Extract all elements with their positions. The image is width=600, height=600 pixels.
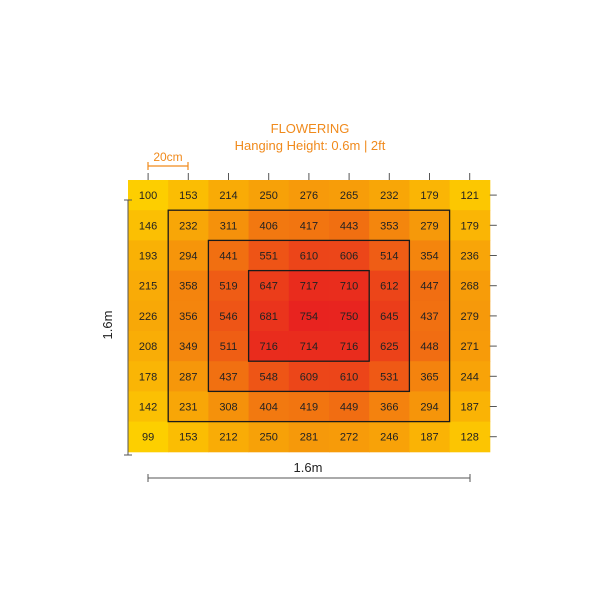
cell-value-label: 356 xyxy=(179,310,198,323)
cell-value-label: 232 xyxy=(179,220,198,233)
cell-value-label: 178 xyxy=(138,371,158,384)
cell-value-label: 365 xyxy=(420,371,439,384)
cell-value-label: 406 xyxy=(259,220,278,233)
cell-value-label: 449 xyxy=(339,401,359,414)
cell-size-label: 20cm xyxy=(153,150,183,164)
cell-value-label: 215 xyxy=(138,280,158,293)
cell-value-label: 437 xyxy=(420,310,439,323)
cell-value-label: 311 xyxy=(219,220,238,233)
cell-value-label: 193 xyxy=(138,250,158,263)
cell-value-label: 99 xyxy=(141,431,155,444)
cell-value-label: 645 xyxy=(380,310,399,323)
cell-value-label: 606 xyxy=(339,250,359,263)
cell-value-label: 441 xyxy=(219,250,238,263)
cell-value-label: 366 xyxy=(380,401,399,414)
cell-value-label: 232 xyxy=(380,190,399,203)
cell-value-label: 287 xyxy=(179,371,198,384)
cell-value-label: 610 xyxy=(299,250,319,263)
cell-value-label: 609 xyxy=(299,371,319,384)
cell-value-label: 437 xyxy=(219,371,238,384)
cell-value-label: 308 xyxy=(219,401,238,414)
cell-value-label: 268 xyxy=(460,280,479,293)
cell-value-label: 212 xyxy=(219,431,238,444)
cell-value-label: 717 xyxy=(299,280,319,293)
cell-value-label: 208 xyxy=(138,341,158,354)
cell-value-label: 272 xyxy=(339,431,359,444)
cell-value-label: 681 xyxy=(259,310,278,323)
height-label: 1.6m xyxy=(100,310,115,340)
height-dimension xyxy=(100,200,132,455)
cell-value-label: 279 xyxy=(420,220,439,233)
cell-value-label: 271 xyxy=(460,341,479,354)
cell-value-label: 447 xyxy=(420,280,439,293)
heatmap-value-labels xyxy=(139,190,479,444)
cell-value-label: 153 xyxy=(179,190,198,203)
cell-value-label: 279 xyxy=(460,310,479,323)
cell-value-label: 276 xyxy=(299,190,319,203)
cell-value-label: 750 xyxy=(339,310,359,323)
cell-value-label: 142 xyxy=(138,401,158,414)
cell-value-label: 265 xyxy=(339,190,359,203)
cell-value-label: 612 xyxy=(380,280,399,293)
width-dimension xyxy=(148,460,470,482)
cell-value-label: 404 xyxy=(259,401,278,414)
cell-value-label: 519 xyxy=(219,280,238,293)
cell-value-label: 281 xyxy=(299,431,319,444)
cell-value-label: 710 xyxy=(339,280,359,293)
cell-value-label: 443 xyxy=(339,220,359,233)
cell-value-label: 294 xyxy=(420,401,439,414)
cell-value-label: 417 xyxy=(299,220,319,233)
cell-value-label: 610 xyxy=(339,371,359,384)
cell-value-label: 716 xyxy=(259,341,278,354)
cell-value-label: 250 xyxy=(259,431,278,444)
cell-value-label: 187 xyxy=(420,431,439,444)
cell-value-label: 548 xyxy=(259,371,278,384)
cell-value-label: 354 xyxy=(420,250,439,263)
cell-value-label: 419 xyxy=(299,401,319,414)
cell-value-label: 226 xyxy=(138,310,158,323)
cell-value-label: 448 xyxy=(420,341,439,354)
cell-value-label: 754 xyxy=(299,310,319,323)
cell-value-label: 358 xyxy=(179,280,198,293)
cell-value-label: 153 xyxy=(179,431,198,444)
cell-value-label: 514 xyxy=(380,250,399,263)
cell-value-label: 128 xyxy=(460,431,479,444)
cell-value-label: 121 xyxy=(460,190,479,203)
cell-value-label: 246 xyxy=(380,431,399,444)
cell-value-label: 294 xyxy=(179,250,198,263)
cell-value-label: 250 xyxy=(259,190,278,203)
cell-value-label: 349 xyxy=(179,341,198,354)
cell-value-label: 244 xyxy=(460,371,479,384)
cell-value-label: 236 xyxy=(460,250,479,263)
cell-value-label: 716 xyxy=(339,341,359,354)
chart-subtitle: Hanging Height: 0.6m | 2ft xyxy=(234,138,386,153)
cell-value-label: 179 xyxy=(420,190,439,203)
cell-value-label: 353 xyxy=(380,220,399,233)
cell-size-indicator xyxy=(148,150,188,170)
cell-value-label: 146 xyxy=(138,220,158,233)
cell-value-label: 531 xyxy=(380,371,399,384)
cell-value-label: 714 xyxy=(299,341,319,354)
cell-value-label: 551 xyxy=(259,250,278,263)
cell-value-label: 187 xyxy=(460,401,479,414)
cell-value-label: 625 xyxy=(380,341,399,354)
cell-value-label: 214 xyxy=(219,190,238,203)
cell-value-label: 511 xyxy=(219,341,238,354)
cell-value-label: 546 xyxy=(219,310,238,323)
width-label: 1.6m xyxy=(293,460,323,475)
cell-value-label: 100 xyxy=(138,190,158,203)
cell-value-label: 647 xyxy=(259,280,278,293)
cell-value-label: 179 xyxy=(460,220,479,233)
cell-value-label: 231 xyxy=(179,401,198,414)
chart-title: FLOWERING xyxy=(270,121,350,136)
